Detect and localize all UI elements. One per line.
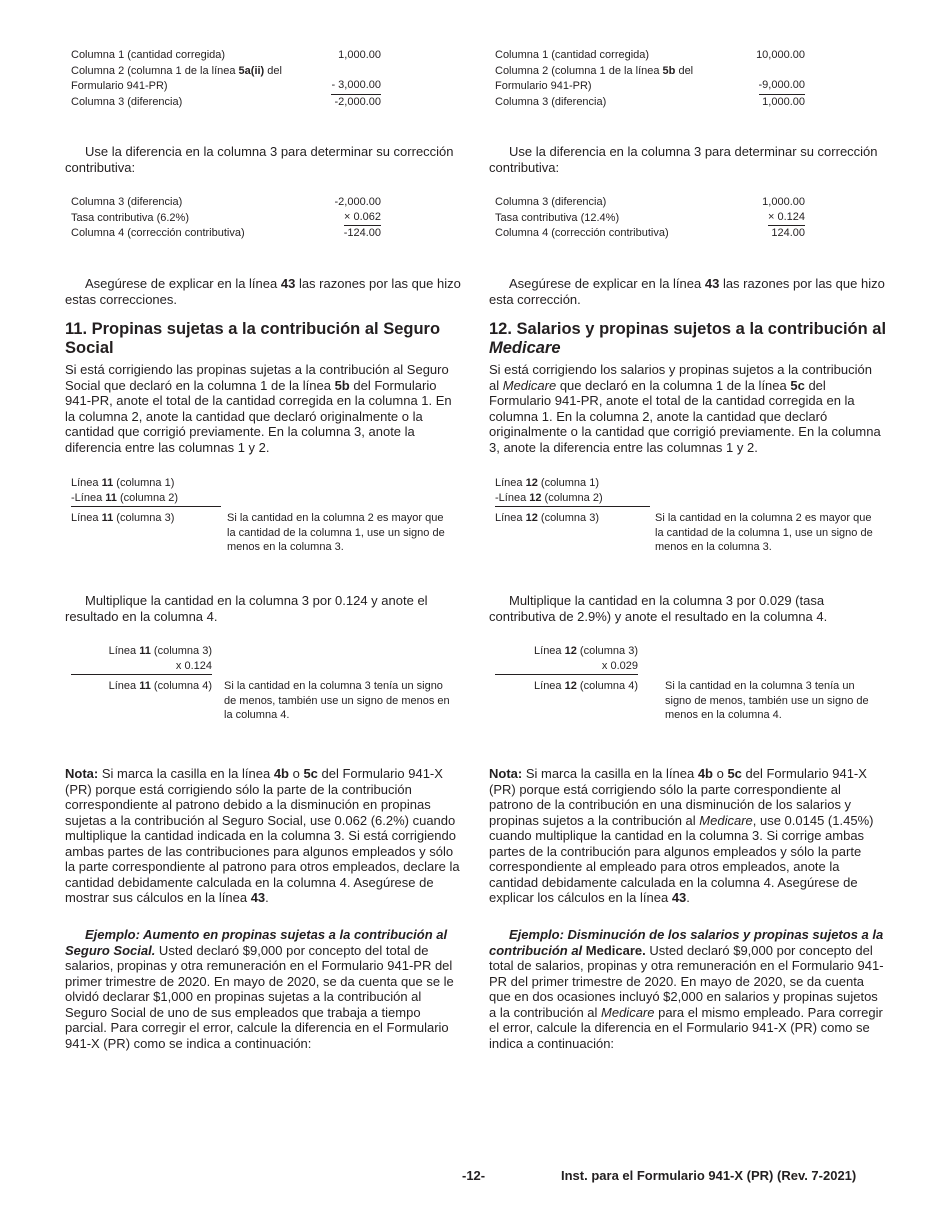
correction-table-1 bbox=[71, 48, 381, 110]
explain-text: Asegúrese de explicar en la línea 43 las razones por las que hizo esta corrección. bbox=[489, 276, 885, 307]
calc-block-1: Línea 12 (columna 1) -Línea 12 (columna 2) Línea 12 (columna 3) Si la cantidad en la columna 2 es mayor que la cantidad de la columna 1, use un signo de menos en la columna 3. bbox=[495, 476, 885, 555]
form-title: Inst. para el Formulario 941-X (PR) (Rev. 7-2021) bbox=[561, 1168, 857, 1183]
tax-correction-table bbox=[71, 195, 381, 242]
table-row: Columna 2 (columna 1 de la línea 5b del bbox=[495, 64, 694, 77]
calc-block-2: Línea 12 (columna 3) x 0.029 Línea 12 (columna 4) Si la cantidad en la columna 3 tenía un signo de menos, también use un signo de menos en la columna 4. bbox=[495, 644, 885, 723]
table-row: Tasa contributiva (12.4%) × 0.124 bbox=[495, 211, 805, 227]
multiply-text: Multiplique la cantidad en la columna 3 por 0.124 y anote el resultado en la columna 4. bbox=[65, 593, 428, 624]
correction-table-1 bbox=[495, 48, 805, 110]
section-intro: Si está corrigiendo las propinas sujetas a la contribución al Seguro Social que declaró en la columna 1 de la línea 5b del Formulario 941-PR, anote el total de la cantidad corregida en la columna 1. En la columna 2, anote la cantidad que declaró originalmente o la cantidad que corrigió previamente. En la columna 3, anote la diferencia entre las columnas 1 y 2. bbox=[65, 362, 452, 455]
table-row: Columna 3 (diferencia) 1,000.00 bbox=[495, 196, 805, 208]
section-heading-11: 11. Propinas sujetas a la contribución al Seguro Social bbox=[65, 320, 441, 357]
example-paragraph: Ejemplo: Disminución de los salarios y propinas sujetos a la contribución al Medicare. Usted declaró $9,000 por concepto del total de salarios, propinas y otra remuneración en el Formulario 941-PR del primer trimestre de 2020. En mayo de 2020, se da cuenta que en dos ocasiones incluyó $2,000 en salarios y propinas sujetos a la contribución al Medicare para el mismo empleado. Para corregir el error, calcule la diferencia en el Formulario 941-X (PR) como se indica a continuación: bbox=[489, 927, 884, 1051]
calc-note: Si la cantidad en la columna 2 es mayor que la cantidad de la columna 1, use un signo de menos en la columna 3. bbox=[655, 512, 873, 553]
use-difference-text: Use la diferencia en la columna 3 para determinar su corrección contributiva: bbox=[489, 144, 878, 175]
calc-note: Si la cantidad en la columna 3 tenía un signo de menos, también use un signo de menos en la columna 4. bbox=[665, 680, 869, 721]
explain-text: Asegúrese de explicar en la línea 43 las razones por las que hizo estas correcciones. bbox=[65, 276, 461, 307]
calc-note: Si la cantidad en la columna 2 es mayor que la cantidad de la columna 1, use un signo de menos en la columna 3. bbox=[227, 512, 445, 553]
table-row: Formulario 941-PR) -9,000.00 bbox=[495, 79, 805, 95]
calc-block-1: Línea 11 (columna 1) -Línea 11 (columna 2) Línea 11 (columna 3) Si la cantidad en la columna 2 es mayor que la cantidad de la columna 1, use un signo de menos en la columna 3. bbox=[71, 476, 461, 555]
section-heading-12: 12. Salarios y propinas sujetos a la contribución al Medicare bbox=[489, 320, 887, 357]
page-number: -12- bbox=[462, 1168, 486, 1183]
nota-paragraph: Nota: Si marca la casilla en la línea 4b o 5c del Formulario 941-X (PR) porque está corrigiendo sólo la parte correspondiente al patrono de la contribución en una disminución de los salarios y propinas sujetos a la contribución al Medicare, use 0.0145 (1.45%) cuando multiplique la cantidad en la columna 3. Si corrige ambas partes de la contribución para algunos empleados y sólo la parte correspondiente al empleado para otros empleados, anote la cantidad debidamente calculada en la columna 4. Asegúrese de explicar los cálculos en la línea 43. bbox=[489, 766, 874, 905]
table-row: Columna 4 (corrección contributiva) -124.00 bbox=[71, 227, 381, 239]
use-difference-text: Use la diferencia en la columna 3 para determinar su corrección contributiva: bbox=[65, 144, 454, 175]
calc-note: Si la cantidad en la columna 3 tenía un signo de menos, también use un signo de menos en la columna 4. bbox=[224, 680, 450, 721]
nota-paragraph: Nota: Si marca la casilla en la línea 4b o 5c del Formulario 941-X (PR) porque está corrigiendo sólo la parte de la contribución correspondiente al patrono debido a la disminución en propinas sujetas a la contribución al Seguro Social, use 0.062 (6.2%) cuando multiplique la cantidad indicada en la columna 3. Si está corrigiendo ambas partes de las contribuciones para algunos empleados y sólo la parte correspondiente al patrono para otros empleados, declare la cantidad debidamente calculada en la columna 4. Asegúrese de mostrar sus cálculos en la línea 43. bbox=[65, 766, 460, 905]
table-row: Columna 3 (diferencia) -2,000.00 bbox=[71, 95, 381, 108]
table-row: Columna 1 (cantidad corregida) 1,000.00 bbox=[71, 49, 381, 61]
multiply-text: Multiplique la cantidad en la columna 3 por 0.029 (tasa contributiva de 2.9%) y anote el resultado en la columna 4. bbox=[489, 593, 828, 624]
example-paragraph: Ejemplo: Aumento en propinas sujetas a la contribución al Seguro Social. Usted declaró $9,000 por concepto del total de salarios, propinas y otra remuneración en el Formulario 941-PR del primer trimestre de 2020. En mayo de 2020, se da cuenta que se le olvidó declarar $1,000 en propinas sujetas a la contribución al Seguro Social de uno de sus empleados que trabaja a tiempo parcial. Para corregir el error, calcule la diferencia en el Formulario 941-X (PR) como se indica a continuación: bbox=[65, 927, 454, 1051]
calc-block-2: Línea 11 (columna 3) x 0.124 Línea 11 (columna 4) Si la cantidad en la columna 3 tenía un signo de menos, también use un signo de menos en la columna 4. bbox=[71, 644, 461, 723]
table-row: Columna 2 (columna 1 de la línea 5a(ii) del bbox=[71, 64, 282, 77]
tax-correction-table bbox=[495, 195, 805, 242]
table-row: Formulario 941-PR) - 3,000.00 bbox=[71, 79, 381, 95]
table-row: Tasa contributiva (6.2%) × 0.062 bbox=[71, 211, 381, 227]
table-row: Columna 4 (corrección contributiva) 124.00 bbox=[495, 227, 805, 239]
table-row: Columna 3 (diferencia) 1,000.00 bbox=[495, 95, 805, 108]
table-row: Columna 3 (diferencia) -2,000.00 bbox=[71, 196, 381, 208]
section-intro: Si está corrigiendo los salarios y propinas sujetos a la contribución al Medicare que declaró en la columna 1 de la línea 5c del Formulario 941-PR, anote el total de la cantidad corregida en la columna 1. En la columna 2, anote la cantidad que declaró originalmente o la cantidad que corrigió previamente. En la columna 3, anote la diferencia entre las columnas 1 y 2. bbox=[489, 362, 881, 455]
table-row: Columna 1 (cantidad corregida) 10,000.00 bbox=[495, 49, 805, 61]
